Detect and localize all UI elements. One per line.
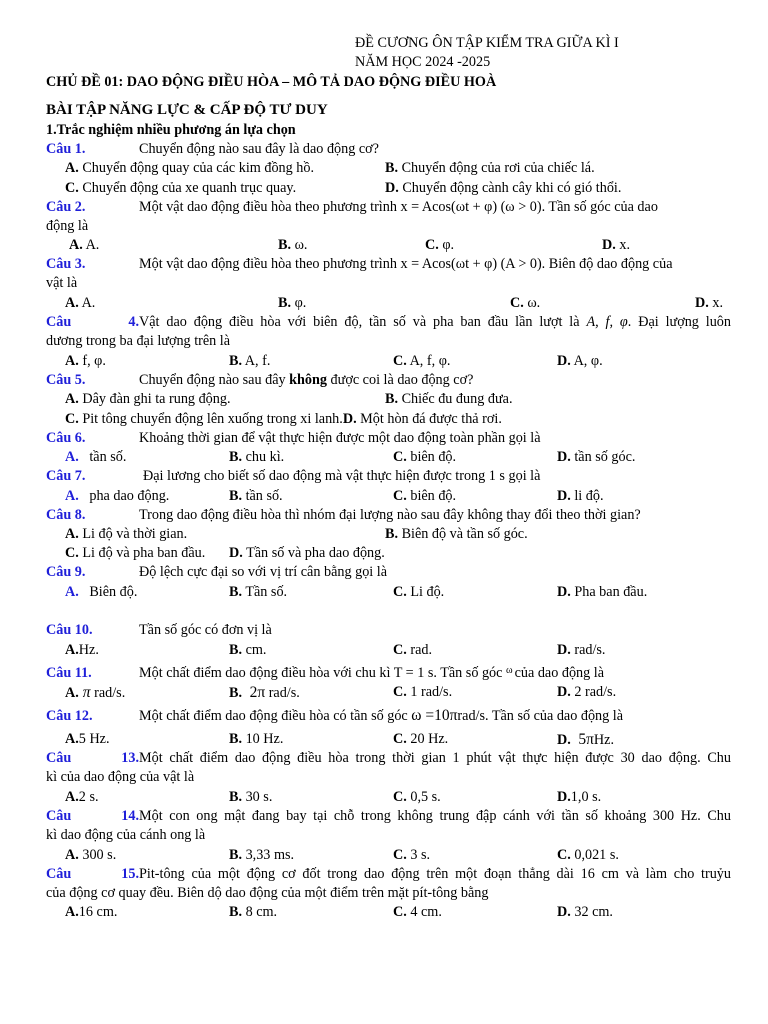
question-14	[46, 807, 731, 826]
option-letter: A.	[69, 237, 83, 253]
option-c	[393, 683, 452, 702]
question-text-continued: của động cơ quay đều. Biên dộ dao động của một điểm trên mặt pít-tông bằng	[46, 885, 489, 901]
option-c	[393, 487, 456, 506]
option-a	[65, 448, 126, 467]
question-label: Câu 15.	[46, 866, 139, 882]
section-heading: BÀI TẬP NĂNG LỰC & CẤP ĐỘ TƯ DUY	[46, 102, 328, 118]
question-text: Độ lệch cực đại so với vị trí cân bằng gọi là	[139, 564, 388, 580]
option-text: Chuyển động của rơi của chiếc lá.	[401, 160, 595, 176]
option-text: f, φ.	[82, 353, 106, 369]
option-text: rad/s.	[574, 642, 606, 658]
option-text: cm.	[245, 642, 267, 658]
option-letter: A.	[65, 731, 79, 747]
option-c	[65, 179, 296, 198]
option-letter: D.	[557, 732, 571, 748]
option-c	[393, 641, 432, 660]
options-row	[0, 683, 768, 702]
option-letter: C.	[65, 180, 79, 196]
option-text: φ.	[442, 237, 455, 253]
question-text-continued: vật là	[46, 275, 78, 291]
option-letter: C.	[393, 584, 407, 600]
options-row	[0, 846, 768, 865]
option-letter: D.	[695, 295, 709, 311]
option-text: 3,33 ms.	[245, 847, 295, 863]
question-10	[46, 621, 731, 640]
option-c	[393, 730, 448, 749]
option-c	[65, 544, 205, 563]
option-letter: B.	[229, 685, 243, 701]
option-d	[557, 903, 613, 922]
option-text: li độ.	[574, 488, 604, 504]
options-row	[0, 410, 768, 429]
option-text: biên độ.	[410, 449, 457, 465]
option-c	[393, 846, 430, 865]
option-letter: D.	[557, 904, 571, 920]
question-text: Một vật dao động điều hòa theo phương trình x = Acos(ωt + φ) (ω > 0). Tần số góc của dao	[139, 199, 658, 215]
option-letter: C.	[393, 684, 407, 700]
question-5	[46, 371, 731, 390]
option-letter: B.	[229, 847, 243, 863]
option-text: A, f, φ.	[409, 353, 451, 369]
option-text: Chuyển động quay của các kim đồng hồ.	[82, 160, 315, 176]
omega-symbol: ω	[506, 665, 513, 676]
question-3	[46, 255, 731, 274]
question-label: Câu 8.	[46, 507, 86, 523]
option-letter: D.	[602, 237, 616, 253]
question-15	[46, 865, 731, 884]
option-text: rad/s.	[94, 685, 126, 701]
question-label: Câu 2.	[46, 199, 86, 215]
option-text: Li độ.	[410, 584, 445, 600]
option-b	[229, 352, 270, 371]
option-letter: B.	[229, 642, 243, 658]
option-letter: A.	[65, 584, 79, 600]
option-text: x.	[712, 295, 723, 311]
option-text: 0,021 s.	[574, 847, 619, 863]
option-text: Tần số.	[245, 584, 288, 600]
option-letter: B.	[229, 353, 243, 369]
option-text: 32 cm.	[574, 904, 613, 920]
options-row	[0, 487, 768, 506]
option-text: Biên độ và tần số góc.	[401, 526, 528, 542]
question-label: Câu 11.	[46, 665, 92, 681]
option-b	[229, 641, 266, 660]
option-letter: A.	[65, 160, 79, 176]
option-b	[385, 525, 528, 544]
option-b	[229, 583, 287, 602]
question-label: Câu 1.	[46, 141, 86, 157]
option-text: 10 Hz.	[245, 731, 284, 747]
option-text: 3 s.	[410, 847, 431, 863]
question-13	[46, 749, 731, 768]
question-label: Câu 7.	[46, 468, 86, 484]
question-label: Câu 4.	[46, 314, 139, 330]
option-text: Hz.	[78, 642, 99, 658]
option-letter: C.	[393, 847, 407, 863]
question-text: Một con ong mật đang bay tại chỗ trong không trung đập cánh với tần số khoảng 300 Hz. Chu	[139, 808, 731, 824]
option-text: 0,5 s.	[410, 789, 441, 805]
option-letter: A.	[65, 642, 79, 658]
option-letter: B.	[278, 237, 292, 253]
option-letter: C.	[393, 789, 407, 805]
question-text: Tần số góc có đơn vị là	[139, 622, 272, 638]
option-a	[65, 487, 169, 506]
option-text: pha dao động.	[89, 488, 170, 504]
option-text: Tần số và pha dao động.	[246, 545, 385, 561]
option-a	[65, 683, 125, 703]
option-text: 4 cm.	[410, 904, 442, 920]
option-letter: C.	[557, 847, 571, 863]
option-letter: A.	[65, 391, 79, 407]
question-text-emphasis: không	[289, 372, 327, 388]
option-d	[557, 641, 605, 660]
option-b	[278, 294, 306, 313]
options-row	[0, 583, 768, 602]
option-b	[229, 487, 283, 506]
option-d	[602, 236, 630, 255]
question-label: Câu 13.	[46, 750, 139, 766]
option-d	[557, 683, 616, 702]
option-b	[229, 788, 272, 807]
option-a	[65, 641, 99, 660]
option-text: x.	[619, 237, 630, 253]
option-text: Một hòn đá được thả rơi.	[360, 411, 502, 427]
subsection-heading: 1.Trắc nghiệm nhiều phương án lựa chọn	[46, 122, 296, 138]
option-letter: B.	[385, 160, 399, 176]
option-text: 1,0 s.	[570, 789, 602, 805]
option-text: A, f.	[244, 353, 271, 369]
option-letter: C.	[393, 904, 407, 920]
question-label: Câu 5.	[46, 372, 86, 388]
option-text: 2 rad/s.	[574, 684, 617, 700]
question-text: Pit-tông của một động cơ đốt trong dao động trên một đoạn thẳng dài 16 cm và làm cho truỷu	[139, 866, 731, 882]
option-a	[65, 352, 106, 371]
options-row	[0, 352, 768, 371]
option-letter: A.	[65, 847, 79, 863]
option-text: 2 s.	[78, 789, 99, 805]
option-a	[65, 730, 110, 749]
option-text: tần số.	[245, 488, 283, 504]
question-text: Một chất điểm dao động điều hòa có tần số góc	[139, 708, 412, 724]
option-a	[65, 583, 137, 602]
question-text-italic: A, f, φ	[586, 314, 628, 330]
question-text: của dao động là	[514, 665, 605, 681]
option-letter: D.	[385, 180, 399, 196]
question-6	[46, 429, 731, 448]
option-letter: D.	[342, 411, 357, 427]
option-d	[229, 544, 385, 563]
option-letter: C.	[425, 237, 439, 253]
option-letter: A.	[65, 789, 79, 805]
question-text: Vật dao động điều hòa với biên độ, tần số và pha ban đầu lần lượt là	[139, 314, 587, 330]
option-text: Li độ và pha ban đầu.	[82, 545, 206, 561]
option-letter: B.	[229, 584, 243, 600]
option-a	[65, 788, 99, 807]
question-7	[46, 467, 731, 486]
option-text: A.	[85, 237, 100, 253]
option-letter: A.	[65, 353, 79, 369]
option-a	[65, 390, 231, 409]
question-11	[46, 661, 731, 683]
option-letter: A.	[65, 904, 79, 920]
question-text-continued: động là	[46, 218, 89, 234]
option-b	[385, 390, 513, 409]
options-row	[0, 525, 768, 544]
option-letter: A.	[65, 685, 79, 701]
option-text: tần số.	[89, 449, 127, 465]
option-letter: B.	[229, 789, 243, 805]
option-text: Biên độ.	[89, 584, 138, 600]
question-4	[46, 313, 731, 332]
option-letter: B.	[229, 488, 243, 504]
question-text: Một vật dao động điều hòa theo phương trình x = Acos(ωt + φ) (A > 0). Biên độ dao động của	[139, 256, 673, 272]
option-b	[229, 448, 284, 467]
option-letter: B.	[278, 295, 292, 311]
option-text: 1 rad/s.	[410, 684, 453, 700]
option-letter: C.	[393, 731, 407, 747]
option-c	[393, 448, 456, 467]
option-text: ω.	[527, 295, 541, 311]
option-letter: B.	[385, 391, 399, 407]
option-text: 20 Hz.	[410, 731, 449, 747]
option-letter: B.	[229, 904, 243, 920]
question-8	[46, 506, 731, 525]
option-text: biên độ.	[410, 488, 457, 504]
option-b	[278, 236, 307, 255]
option-a	[65, 294, 95, 313]
option-text: 30 s.	[245, 789, 273, 805]
options-row	[0, 903, 768, 922]
question-text: . Đại lượng luôn	[627, 314, 731, 330]
option-letter: D.	[557, 488, 571, 504]
question-text: Một chất điểm dao động điều hòa với chu kì T = 1 s. Tần số góc	[139, 665, 506, 681]
option-letter: A.	[65, 449, 79, 465]
option-letter: C.	[393, 449, 407, 465]
question-text: rad/s. Tần số của dao động là	[457, 708, 624, 724]
topic-heading: CHỦ ĐỀ 01: DAO ĐỘNG ĐIỀU HÒA – MÔ TẢ DAO ĐỘNG ĐIỀU HOÀ	[46, 74, 497, 90]
options-row	[0, 159, 768, 178]
option-c	[393, 583, 444, 602]
math-expression: ω =10π	[411, 707, 458, 724]
option-text: chu kì.	[245, 449, 285, 465]
option-d	[557, 352, 603, 371]
option-b	[229, 683, 300, 703]
question-9	[46, 563, 731, 582]
option-b	[229, 846, 294, 865]
option-text: Dây đàn ghi ta rung động.	[82, 391, 231, 407]
question-text: được coi là dao động cơ?	[327, 372, 474, 388]
option-text: rad/s.	[268, 685, 300, 701]
option-text: A.	[81, 295, 96, 311]
options-row	[0, 544, 768, 563]
option-letter: D.	[557, 789, 571, 805]
options-row	[0, 179, 768, 198]
question-label: Câu 12.	[46, 708, 93, 724]
option-b	[229, 730, 283, 749]
option-a	[65, 846, 116, 865]
question-text: Khoảng thời gian để vật thực hiện được một dao động toàn phần gọi là	[139, 430, 541, 446]
option-c-and-d	[65, 410, 502, 429]
option-text: tần số góc.	[574, 449, 636, 465]
option-letter: C.	[393, 488, 407, 504]
option-d	[557, 448, 635, 467]
options-row	[0, 236, 768, 255]
document-title: ĐỀ CƯƠNG ÔN TẬP KIỂM TRA GIỮA KÌ I	[355, 35, 619, 51]
option-letter: D.	[557, 449, 571, 465]
option-a	[65, 159, 314, 178]
option-c	[393, 352, 450, 371]
option-letter: A.	[65, 526, 79, 542]
question-12	[46, 706, 731, 726]
option-letter: C.	[65, 545, 79, 561]
math-expression: π	[82, 684, 91, 701]
options-row	[0, 448, 768, 467]
question-label: Câu 6.	[46, 430, 86, 446]
options-row	[0, 390, 768, 409]
option-letter: D.	[557, 353, 571, 369]
school-year: NĂM HỌC 2024 -2025	[355, 54, 491, 70]
option-letter: D.	[229, 545, 243, 561]
question-text: Trong dao động điều hòa thì nhóm đại lượng nào sau đây không thay đổi theo thời gian?	[139, 507, 641, 523]
options-row	[0, 641, 768, 660]
option-letter: A.	[65, 488, 79, 504]
option-text: 300 s.	[82, 847, 117, 863]
option-b	[385, 159, 595, 178]
option-a	[65, 903, 117, 922]
math-expression: 2π	[249, 684, 266, 701]
option-b	[229, 903, 277, 922]
question-label: Câu 3.	[46, 256, 86, 272]
question-text: Chuyển động nào sau đây	[139, 372, 290, 388]
options-row	[0, 730, 768, 749]
option-text: 16 cm.	[78, 904, 118, 920]
question-2	[46, 198, 731, 217]
option-d	[385, 179, 621, 198]
option-d	[557, 487, 604, 506]
option-text: Chiếc đu đung đưa.	[401, 391, 513, 407]
option-letter: C.	[393, 353, 407, 369]
question-label: Câu 10.	[46, 622, 93, 638]
option-text: φ.	[294, 295, 307, 311]
option-letter: D.	[557, 684, 571, 700]
options-row	[0, 294, 768, 313]
option-d	[695, 294, 723, 313]
question-text: Một chất điểm dao động điều hòa trong thời gian 1 phút vật thực hiện được 30 dao động. Chu	[139, 750, 731, 766]
question-text-continued: dương trong ba đại lượng trên là	[46, 333, 231, 349]
option-d	[557, 846, 619, 865]
option-letter: B.	[385, 526, 399, 542]
question-text: Đại lương cho biết số dao động mà vật thực hiện được trong 1 s gọi là	[143, 468, 541, 484]
option-letter: C.	[510, 295, 524, 311]
option-c	[510, 294, 540, 313]
option-letter: C.	[65, 411, 79, 427]
question-label: Câu 9.	[46, 564, 86, 580]
math-expression: 5π	[578, 731, 594, 748]
option-text: ω.	[294, 237, 308, 253]
option-c	[425, 236, 454, 255]
option-a	[69, 236, 99, 255]
question-label: Câu 14.	[46, 808, 139, 824]
option-text: Chuyển động cành cây khi có gió thổi.	[402, 180, 622, 196]
question-text-continued: kì của dao động của vật là	[46, 769, 195, 785]
option-c	[393, 903, 442, 922]
option-letter: A.	[65, 295, 79, 311]
option-letter: D.	[557, 642, 571, 658]
option-d	[557, 788, 601, 807]
option-text: 8 cm.	[245, 904, 278, 920]
option-text: Chuyển động của xe quanh trục quay.	[82, 180, 297, 196]
question-1	[46, 140, 731, 159]
option-text: Hz.	[593, 732, 615, 748]
option-letter: B.	[229, 731, 243, 747]
question-text: Chuyển động nào sau đây là dao động cơ?	[139, 141, 379, 157]
option-text: Pha ban đầu.	[574, 584, 648, 600]
option-letter: C.	[393, 642, 407, 658]
option-text: rad.	[410, 642, 433, 658]
option-d	[557, 730, 614, 750]
option-a	[65, 525, 187, 544]
option-text: Li độ và thời gian.	[82, 526, 188, 542]
option-text: Pit tông chuyển động lên xuống trong xi lanh.	[82, 411, 343, 427]
option-c	[393, 788, 441, 807]
option-letter: D.	[557, 584, 571, 600]
option-text: 5 Hz.	[78, 731, 110, 747]
options-row	[0, 788, 768, 807]
option-letter: B.	[229, 449, 243, 465]
option-text: A, φ.	[573, 353, 603, 369]
option-d	[557, 583, 647, 602]
question-text-continued: kì dao động của cánh ong là	[46, 827, 206, 843]
